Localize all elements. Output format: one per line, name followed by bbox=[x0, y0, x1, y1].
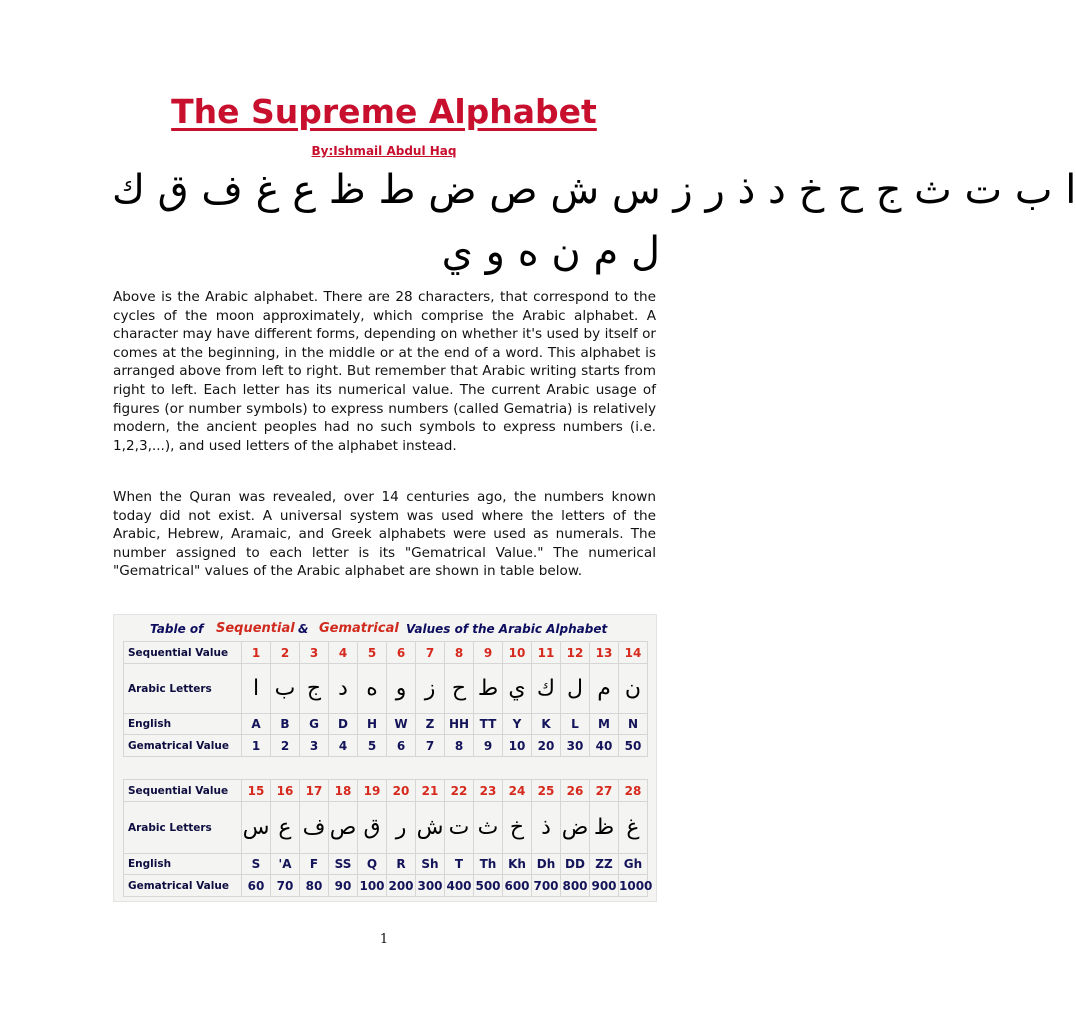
table-cell: 6 bbox=[387, 642, 416, 664]
table-cell: S bbox=[242, 854, 271, 875]
table-cell: 12 bbox=[561, 642, 590, 664]
table-cell: 25 bbox=[532, 780, 561, 802]
table-cell: ذ bbox=[532, 802, 561, 854]
page-number: 1 bbox=[379, 932, 389, 947]
row-label: Arabic Letters bbox=[124, 664, 242, 714]
table-cell: 7 bbox=[416, 735, 445, 757]
table-cell: ب bbox=[271, 664, 300, 714]
caption-gematrical: Gematrical bbox=[319, 621, 399, 636]
table-cell: 300 bbox=[416, 875, 445, 897]
table-cell: غ bbox=[619, 802, 648, 854]
table-cell: 500 bbox=[474, 875, 503, 897]
caption-ampersand: & bbox=[298, 622, 309, 636]
table-cell: 1 bbox=[242, 642, 271, 664]
table-cell: 2 bbox=[271, 735, 300, 757]
table-cell: ز bbox=[416, 664, 445, 714]
table-cell: 26 bbox=[561, 780, 590, 802]
sequential-row-2 bbox=[124, 780, 648, 802]
table-cell: 11 bbox=[532, 642, 561, 664]
table-cell: 1 bbox=[242, 735, 271, 757]
table-cell: ر bbox=[387, 802, 416, 854]
table-cell: 600 bbox=[503, 875, 532, 897]
table-cell: 10 bbox=[503, 642, 532, 664]
table-cell: SS bbox=[329, 854, 358, 875]
table-cell: R bbox=[387, 854, 416, 875]
table-cell: 800 bbox=[561, 875, 590, 897]
page-title: The Supreme Alphabet bbox=[171, 92, 597, 131]
table-cell: ض bbox=[561, 802, 590, 854]
table-cell: 2 bbox=[271, 642, 300, 664]
gematrical-row-1 bbox=[124, 735, 648, 757]
table-cell: K bbox=[532, 714, 561, 735]
table-cell: 18 bbox=[329, 780, 358, 802]
table-cell: 16 bbox=[271, 780, 300, 802]
table-cell: 21 bbox=[416, 780, 445, 802]
sequential-row-1 bbox=[124, 642, 648, 664]
caption-sequential: Sequential bbox=[216, 621, 295, 636]
table-cell: 13 bbox=[590, 642, 619, 664]
caption-rest: Values of the Arabic Alphabet bbox=[406, 622, 608, 636]
table-cell: A bbox=[242, 714, 271, 735]
table-cell: 4 bbox=[329, 642, 358, 664]
table-cell: ه bbox=[358, 664, 387, 714]
gematria-table-block-1 bbox=[123, 641, 648, 757]
table-caption bbox=[114, 619, 656, 641]
row-label: Gematrical Value bbox=[124, 875, 242, 897]
table-cell: HH bbox=[445, 714, 474, 735]
table-cell: 900 bbox=[590, 875, 619, 897]
table-cell: 4 bbox=[329, 735, 358, 757]
table-cell: D bbox=[329, 714, 358, 735]
table-cell: Z bbox=[416, 714, 445, 735]
table-cell: 700 bbox=[532, 875, 561, 897]
table-cell: 7 bbox=[416, 642, 445, 664]
table-cell: 8 bbox=[445, 642, 474, 664]
table-cell: 400 bbox=[445, 875, 474, 897]
table-cell: Gh bbox=[619, 854, 648, 875]
table-cell: ظ bbox=[590, 802, 619, 854]
table-cell: ف bbox=[300, 802, 329, 854]
table-cell: M bbox=[590, 714, 619, 735]
table-cell: T bbox=[445, 854, 474, 875]
table-cell: B bbox=[271, 714, 300, 735]
row-label: English bbox=[124, 854, 242, 875]
table-cell: ل bbox=[561, 664, 590, 714]
table-cell: 5 bbox=[358, 735, 387, 757]
table-cell: ك bbox=[532, 664, 561, 714]
table-cell: 80 bbox=[300, 875, 329, 897]
gematria-table-image bbox=[113, 614, 657, 902]
table-cell: 17 bbox=[300, 780, 329, 802]
table-cell: ي bbox=[503, 664, 532, 714]
table-cell: 90 bbox=[329, 875, 358, 897]
table-cell: DD bbox=[561, 854, 590, 875]
table-cell: 20 bbox=[532, 735, 561, 757]
paragraph-quran: When the Quran was revealed, over 14 centuries ago, the numbers known today did not exist. A universal system was used where the letters of the Arabic, Hebrew, Aramaic, and Greek alphabets were used as numerals. The number assigned to each letter is its "Gematrical Value." The numerical "Gematrical" values of the Arabic alphabet are shown in table below. bbox=[113, 489, 656, 580]
table-cell: ط bbox=[474, 664, 503, 714]
table-cell: 23 bbox=[474, 780, 503, 802]
table-cell: N bbox=[619, 714, 648, 735]
table-cell: 9 bbox=[474, 735, 503, 757]
table-cell: Th bbox=[474, 854, 503, 875]
table-cell: د bbox=[329, 664, 358, 714]
row-label: Sequential Value bbox=[124, 780, 242, 802]
table-cell: ZZ bbox=[590, 854, 619, 875]
table-cell: 15 bbox=[242, 780, 271, 802]
table-cell: W bbox=[387, 714, 416, 735]
table-cell: 1000 bbox=[619, 875, 648, 897]
caption-table-of: Table of bbox=[150, 622, 204, 636]
table-cell: 27 bbox=[590, 780, 619, 802]
table-cell: 24 bbox=[503, 780, 532, 802]
table-cell: 6 bbox=[387, 735, 416, 757]
table-cell: م bbox=[590, 664, 619, 714]
table-cell: ث bbox=[474, 802, 503, 854]
author-byline: By:Ishmail Abdul Haq bbox=[311, 144, 457, 158]
arabic-row-1 bbox=[124, 664, 648, 714]
table-cell: Q bbox=[358, 854, 387, 875]
table-cell: 70 bbox=[271, 875, 300, 897]
table-cell: 50 bbox=[619, 735, 648, 757]
english-row-1 bbox=[124, 714, 648, 735]
table-cell: 3 bbox=[300, 642, 329, 664]
table-cell: 40 bbox=[590, 735, 619, 757]
table-cell: س bbox=[242, 802, 271, 854]
table-cell: ع bbox=[271, 802, 300, 854]
arabic-alphabet-row-1: ا ب ت ث ج ح خ د ذ ر ز س ش ص ض ط ظ ع غ ف ق ك bbox=[112, 167, 1076, 213]
row-label: English bbox=[124, 714, 242, 735]
table-cell: 22 bbox=[445, 780, 474, 802]
table-cell: F bbox=[300, 854, 329, 875]
table-cell: G bbox=[300, 714, 329, 735]
table-cell: 10 bbox=[503, 735, 532, 757]
arabic-alphabet-row-2: ل م ن ه و ي bbox=[441, 229, 660, 275]
row-label: Gematrical Value bbox=[124, 735, 242, 757]
table-cell: 30 bbox=[561, 735, 590, 757]
english-row-2 bbox=[124, 854, 648, 875]
table-cell: ق bbox=[358, 802, 387, 854]
table-cell: 19 bbox=[358, 780, 387, 802]
table-cell: ا bbox=[242, 664, 271, 714]
table-cell: Sh bbox=[416, 854, 445, 875]
paragraph-intro: Above is the Arabic alphabet. There are 28 characters, that correspond to the cycles of the moon approximately, which comprise the Arabic alphabet. A character may have different forms, depending on whether it's used by itself or comes at the beginning, in the middle or at the end of a word. This alphabet is arranged above from left to right. But remember that Arabic writing starts from right to left. Each letter has its numerical value. The current Arabic usage of figures (or number symbols) to express numbers (called Gematria) is relatively modern, the ancient peoples had no such symbols to express numbers (i.e. 1,2,3,...), and used letters of the alphabet instead. bbox=[113, 289, 656, 454]
table-cell: ح bbox=[445, 664, 474, 714]
row-label: Sequential Value bbox=[124, 642, 242, 664]
table-cell: Kh bbox=[503, 854, 532, 875]
table-cell: 3 bbox=[300, 735, 329, 757]
table-cell: ص bbox=[329, 802, 358, 854]
table-cell: 5 bbox=[358, 642, 387, 664]
table-cell: TT bbox=[474, 714, 503, 735]
table-cell: Y bbox=[503, 714, 532, 735]
table-cell: ش bbox=[416, 802, 445, 854]
table-cell: 'A bbox=[271, 854, 300, 875]
table-cell: Dh bbox=[532, 854, 561, 875]
table-cell: 200 bbox=[387, 875, 416, 897]
table-cell: 9 bbox=[474, 642, 503, 664]
table-cell: 8 bbox=[445, 735, 474, 757]
arabic-row-2 bbox=[124, 802, 648, 854]
table-cell: L bbox=[561, 714, 590, 735]
table-cell: 100 bbox=[358, 875, 387, 897]
table-cell: ج bbox=[300, 664, 329, 714]
table-cell: ن bbox=[619, 664, 648, 714]
table-cell: 14 bbox=[619, 642, 648, 664]
table-cell: ت bbox=[445, 802, 474, 854]
row-label: Arabic Letters bbox=[124, 802, 242, 854]
table-cell: و bbox=[387, 664, 416, 714]
gematrical-row-2 bbox=[124, 875, 648, 897]
table-cell: خ bbox=[503, 802, 532, 854]
table-cell: 60 bbox=[242, 875, 271, 897]
gematria-table-block-2 bbox=[123, 779, 653, 897]
table-cell: H bbox=[358, 714, 387, 735]
table-cell: 20 bbox=[387, 780, 416, 802]
table-cell: 28 bbox=[619, 780, 648, 802]
